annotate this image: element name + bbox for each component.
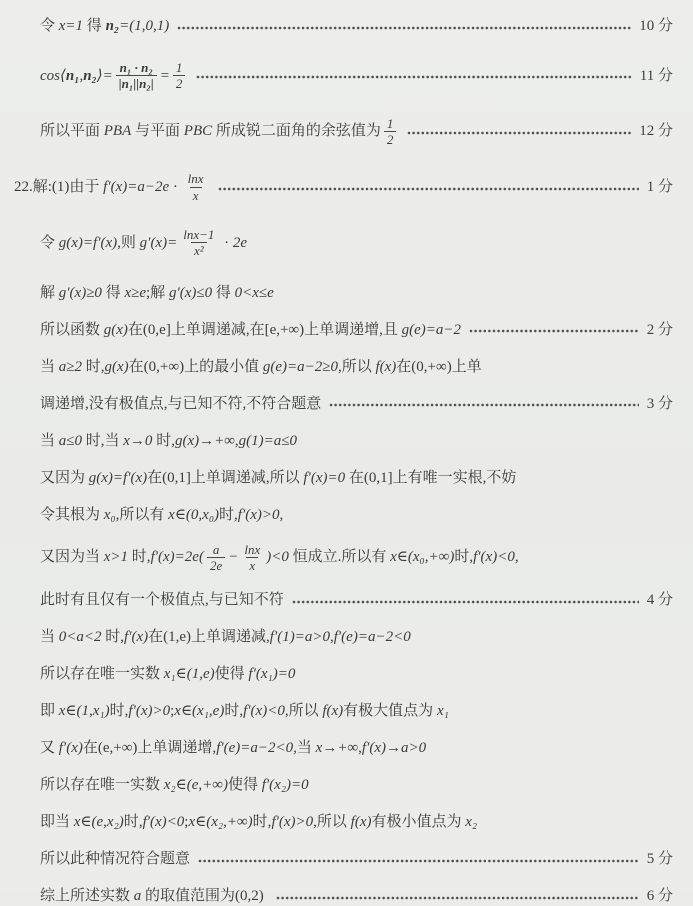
dots-leader	[177, 21, 631, 35]
text-segment: ;解	[146, 284, 169, 301]
fraction-numerator: 1	[175, 60, 183, 75]
line-unique-x1	[40, 664, 673, 684]
text-segment: 时,	[454, 549, 474, 566]
math-segment: x∈(x₂,+∞)	[188, 814, 253, 831]
text-segment: 22.解:(1)由于	[14, 179, 104, 196]
dots-leader	[469, 324, 639, 338]
text-segment: 有极大值点为	[343, 703, 437, 720]
text-segment: ,	[514, 549, 519, 566]
fraction-numerator: lnx	[187, 171, 204, 187]
text-segment: 时,	[101, 629, 125, 646]
score-label: 2 分	[646, 321, 673, 338]
text-segment: 所以存在唯一实数	[40, 666, 164, 683]
math-segment: =	[159, 67, 170, 84]
text-segment: 时,	[82, 358, 105, 375]
fraction-denominator: x²	[191, 242, 207, 258]
math-segment: 0<a<2	[58, 629, 102, 646]
line-increasing-on-e-inf	[40, 738, 673, 758]
math-segment: n₂	[105, 18, 120, 34]
math-segment: f′(1)=a>0	[269, 629, 330, 646]
text-segment: 时,	[123, 814, 143, 831]
fraction-numerator: lnx	[244, 541, 261, 557]
math-segment: x>1	[103, 549, 129, 566]
line-dihedral-conclusion	[40, 116, 673, 148]
math-segment: a	[133, 888, 142, 905]
math-segment: g(1)=a≤0	[238, 432, 298, 449]
text-segment: 在(e,+∞)上单调递增,	[82, 740, 217, 757]
line-root-x0	[40, 505, 673, 525]
fraction-denominator: 2e	[207, 557, 225, 573]
math-segment: f′(e)=a−2<0	[216, 740, 294, 757]
text-segment: 时,	[252, 814, 272, 831]
line-only-one-extremum	[40, 590, 673, 610]
line-case-a-ge-2	[40, 357, 673, 377]
math-segment: x₁∈(1,e)	[163, 666, 215, 683]
math-segment: g′(x)≥0	[58, 284, 102, 301]
line-unique-root-01	[40, 468, 673, 488]
math-segment: f′(x)=0	[303, 469, 346, 486]
fraction-denominator: 2	[384, 131, 397, 147]
text-segment: 在(0,1]上有唯一实根,不妨	[345, 469, 517, 486]
text-segment: 又	[40, 740, 59, 757]
text-segment: 当	[40, 629, 59, 646]
score-label: 10 分	[639, 18, 673, 34]
dots-leader	[218, 182, 639, 196]
math-segment: f′(x)=2e(	[150, 549, 204, 566]
text-segment: ,则	[117, 234, 140, 251]
dots-leader	[292, 595, 639, 609]
math-segment: a≥2	[58, 358, 82, 375]
math-segment: f′(x)=a−2e	[103, 179, 170, 196]
score-label: 3 分	[646, 395, 673, 412]
score-label: 12 分	[639, 123, 673, 140]
math-segment: f′(e)=a−2<0	[333, 629, 411, 646]
text-segment: ,	[234, 432, 239, 449]
math-segment: PBC	[183, 123, 213, 140]
fraction-numerator: lnx−1	[183, 226, 215, 242]
math-segment: 2e	[232, 234, 248, 251]
math-segment: −	[228, 549, 239, 566]
line-normal-vector	[40, 16, 673, 36]
math-segment: f′(x)	[58, 740, 83, 757]
text-segment: ,	[329, 629, 334, 646]
text-segment: 令	[40, 18, 59, 34]
line-g-monotonicity	[40, 320, 673, 340]
math-segment: f′(x₁)=0	[248, 666, 296, 683]
text-segment: 在(0,e]上单调递减,在[e,+∞)上单调递增,且	[127, 321, 402, 338]
fraction	[185, 171, 207, 203]
text-segment: 时,	[219, 506, 238, 523]
math-segment: n₁	[65, 67, 80, 84]
math-segment: x∈(1,x₁)	[58, 703, 110, 720]
math-segment: x₂∈(e,+∞)	[163, 777, 228, 794]
text-segment: 所以存在唯一实数	[40, 777, 164, 794]
fraction-denominator: |n₁||n₂|	[116, 75, 157, 91]
text-segment: 所以此种情况符合题意	[40, 851, 191, 868]
text-segment: 时,	[152, 432, 175, 449]
math-segment: x₂	[465, 814, 478, 831]
math-segment: x∈(x₁,e)	[174, 703, 225, 720]
math-segment: f(x)	[375, 358, 397, 375]
math-segment: f′(x)>0	[237, 506, 280, 523]
text-segment: 与平面	[131, 123, 184, 140]
math-segment: f′(x₂)=0	[261, 777, 309, 794]
line-maximum-point-x1	[40, 701, 673, 721]
math-segment: x→+∞	[315, 740, 359, 757]
math-segment: g(x)=f′(x)	[88, 469, 148, 486]
dots-leader	[407, 126, 631, 140]
math-segment: x=1	[58, 18, 84, 34]
line-case-0-a-2	[40, 627, 673, 647]
fraction-numerator: n₁ · n₂	[119, 60, 153, 75]
text-segment: 调递增,没有极值点,与已知不符,不符合题意	[40, 395, 322, 412]
line-g-definition	[40, 227, 673, 259]
dots-leader	[196, 70, 631, 84]
math-segment: g′(x)=	[139, 234, 178, 251]
math-segment: x∈(e,x₂)	[73, 814, 124, 831]
text-segment: 所以平面	[40, 123, 104, 140]
math-segment: f′(x)<0	[142, 814, 185, 831]
text-segment: ·	[169, 179, 182, 196]
math-segment: x∈(x₀,+∞)	[390, 549, 455, 566]
fraction-denominator: 2	[173, 75, 186, 91]
line-q22-derivative	[14, 171, 673, 203]
score-label: 4 分	[646, 592, 673, 609]
math-segment: x₀	[103, 506, 116, 523]
text-segment: ,当	[293, 740, 316, 757]
math-segment: f′(x)>0	[271, 814, 314, 831]
line-minimum-point-x2	[40, 812, 673, 832]
fraction-denominator: x	[190, 187, 202, 203]
text-segment: ,所以有	[115, 506, 169, 523]
text-segment: 令	[40, 234, 59, 251]
text-segment: 时,	[224, 703, 244, 720]
math-segment: g(e)=a−2≥0	[262, 358, 338, 375]
text-segment: 当	[40, 432, 59, 449]
line-g-prime-solve	[40, 283, 673, 303]
text-segment: ;	[184, 814, 189, 831]
text-segment: 令其根为	[40, 506, 104, 523]
text-segment: 在(0,+∞)上的最小值	[128, 358, 263, 375]
line-unique-x2	[40, 775, 673, 795]
math-segment: g(x)→+∞	[174, 432, 235, 449]
text-segment: 时,当	[82, 432, 124, 449]
math-segment: f′(x)<0	[473, 549, 515, 566]
math-segment: x→0	[123, 432, 153, 449]
math-segment: f(x)	[350, 814, 372, 831]
text-segment: 综上所述实数	[40, 888, 134, 905]
fraction	[207, 542, 225, 574]
math-segment: g(x)	[103, 321, 128, 338]
text-segment: 又因为当	[40, 549, 104, 566]
fraction	[384, 116, 397, 148]
fraction	[241, 542, 263, 574]
text-segment: 所以函数	[40, 321, 104, 338]
score-label: 1 分	[646, 179, 673, 196]
math-segment: f′(x)>0	[128, 703, 171, 720]
score-label: 11 分	[639, 67, 673, 84]
dots-leader	[329, 398, 638, 412]
math-segment: g′(x)≤0	[168, 284, 213, 301]
math-segment: a≤0	[58, 432, 82, 449]
text-segment: ·	[220, 234, 233, 251]
fraction-numerator: a	[212, 541, 220, 557]
fraction-denominator: x	[246, 557, 258, 573]
text-segment: 在(0,1]上单调递减,所以	[147, 469, 304, 486]
math-segment: ⟩=	[96, 67, 113, 84]
text-segment: ;	[170, 703, 175, 720]
fraction	[116, 60, 157, 92]
text-segment: 当	[40, 358, 59, 375]
math-segment: g(x)	[104, 358, 129, 375]
fraction-numerator: 1	[386, 115, 394, 131]
text-segment: ,	[279, 506, 284, 523]
score-label: 5 分	[646, 851, 673, 868]
math-segment: x∈(0,x₀)	[168, 506, 220, 523]
math-segment: x≥e	[124, 284, 147, 301]
math-segment: cos⟨	[40, 67, 66, 84]
text-segment: 所成锐二面角的余弦值为	[212, 123, 381, 140]
text-segment: 即	[40, 703, 59, 720]
math-segment: g(e)=a−2	[401, 321, 462, 338]
text-segment: 恒成立.所以有	[288, 549, 391, 566]
line-x-gt-1-inequality	[40, 542, 673, 574]
score-label: 6 分	[646, 888, 673, 905]
math-segment: f(x)	[322, 703, 344, 720]
math-segment: f′(x)→a>0	[361, 740, 427, 757]
text-segment: 解	[40, 284, 59, 301]
line-case-valid	[40, 849, 673, 869]
math-segment: )<0	[266, 549, 289, 566]
text-segment: 使得	[214, 666, 249, 683]
text-segment: ,所以	[313, 814, 351, 831]
text-segment: 此时有且仅有一个极值点,与已知不符	[40, 592, 284, 609]
text-segment: 在(0,+∞)上单	[396, 358, 482, 375]
math-segment: f′(x)	[124, 629, 149, 646]
fraction	[180, 227, 217, 259]
math-segment: 0<x≤e	[234, 284, 274, 301]
line-case-a-ge-2-cont	[40, 394, 673, 414]
math-segment: g(x)=f′(x)	[58, 234, 118, 251]
line-case-a-le-0	[40, 431, 673, 451]
text-segment: 得	[101, 284, 125, 301]
text-segment: ,	[79, 67, 84, 84]
text-segment: ,所以	[337, 358, 376, 375]
math-segment: PBA	[103, 123, 132, 140]
line-cosine-formula	[40, 60, 673, 92]
math-segment: =(1,0,1)	[119, 18, 170, 34]
text-segment: 得	[212, 284, 235, 301]
text-segment: 又因为	[40, 469, 89, 486]
dots-leader	[198, 854, 639, 868]
text-segment: 时,	[109, 703, 129, 720]
text-segment: 得	[83, 18, 106, 34]
text-segment: ,所以	[284, 703, 323, 720]
line-final-range	[40, 886, 673, 906]
text-segment: 即当	[40, 814, 74, 831]
text-segment: 时,	[128, 549, 151, 566]
dots-leader	[276, 891, 639, 905]
fraction	[173, 60, 186, 92]
math-segment: x₁	[436, 703, 449, 720]
text-segment: 的取值范围为(0,2)	[141, 888, 268, 905]
text-segment: 使得	[227, 777, 262, 794]
text-segment: 有极小值点为	[371, 814, 466, 831]
math-segment: f′(x)<0	[243, 703, 285, 720]
text-segment: ,	[358, 740, 362, 757]
math-segment: n₂	[83, 67, 97, 84]
text-segment: 在(1,e)上单调递减,	[148, 629, 270, 646]
